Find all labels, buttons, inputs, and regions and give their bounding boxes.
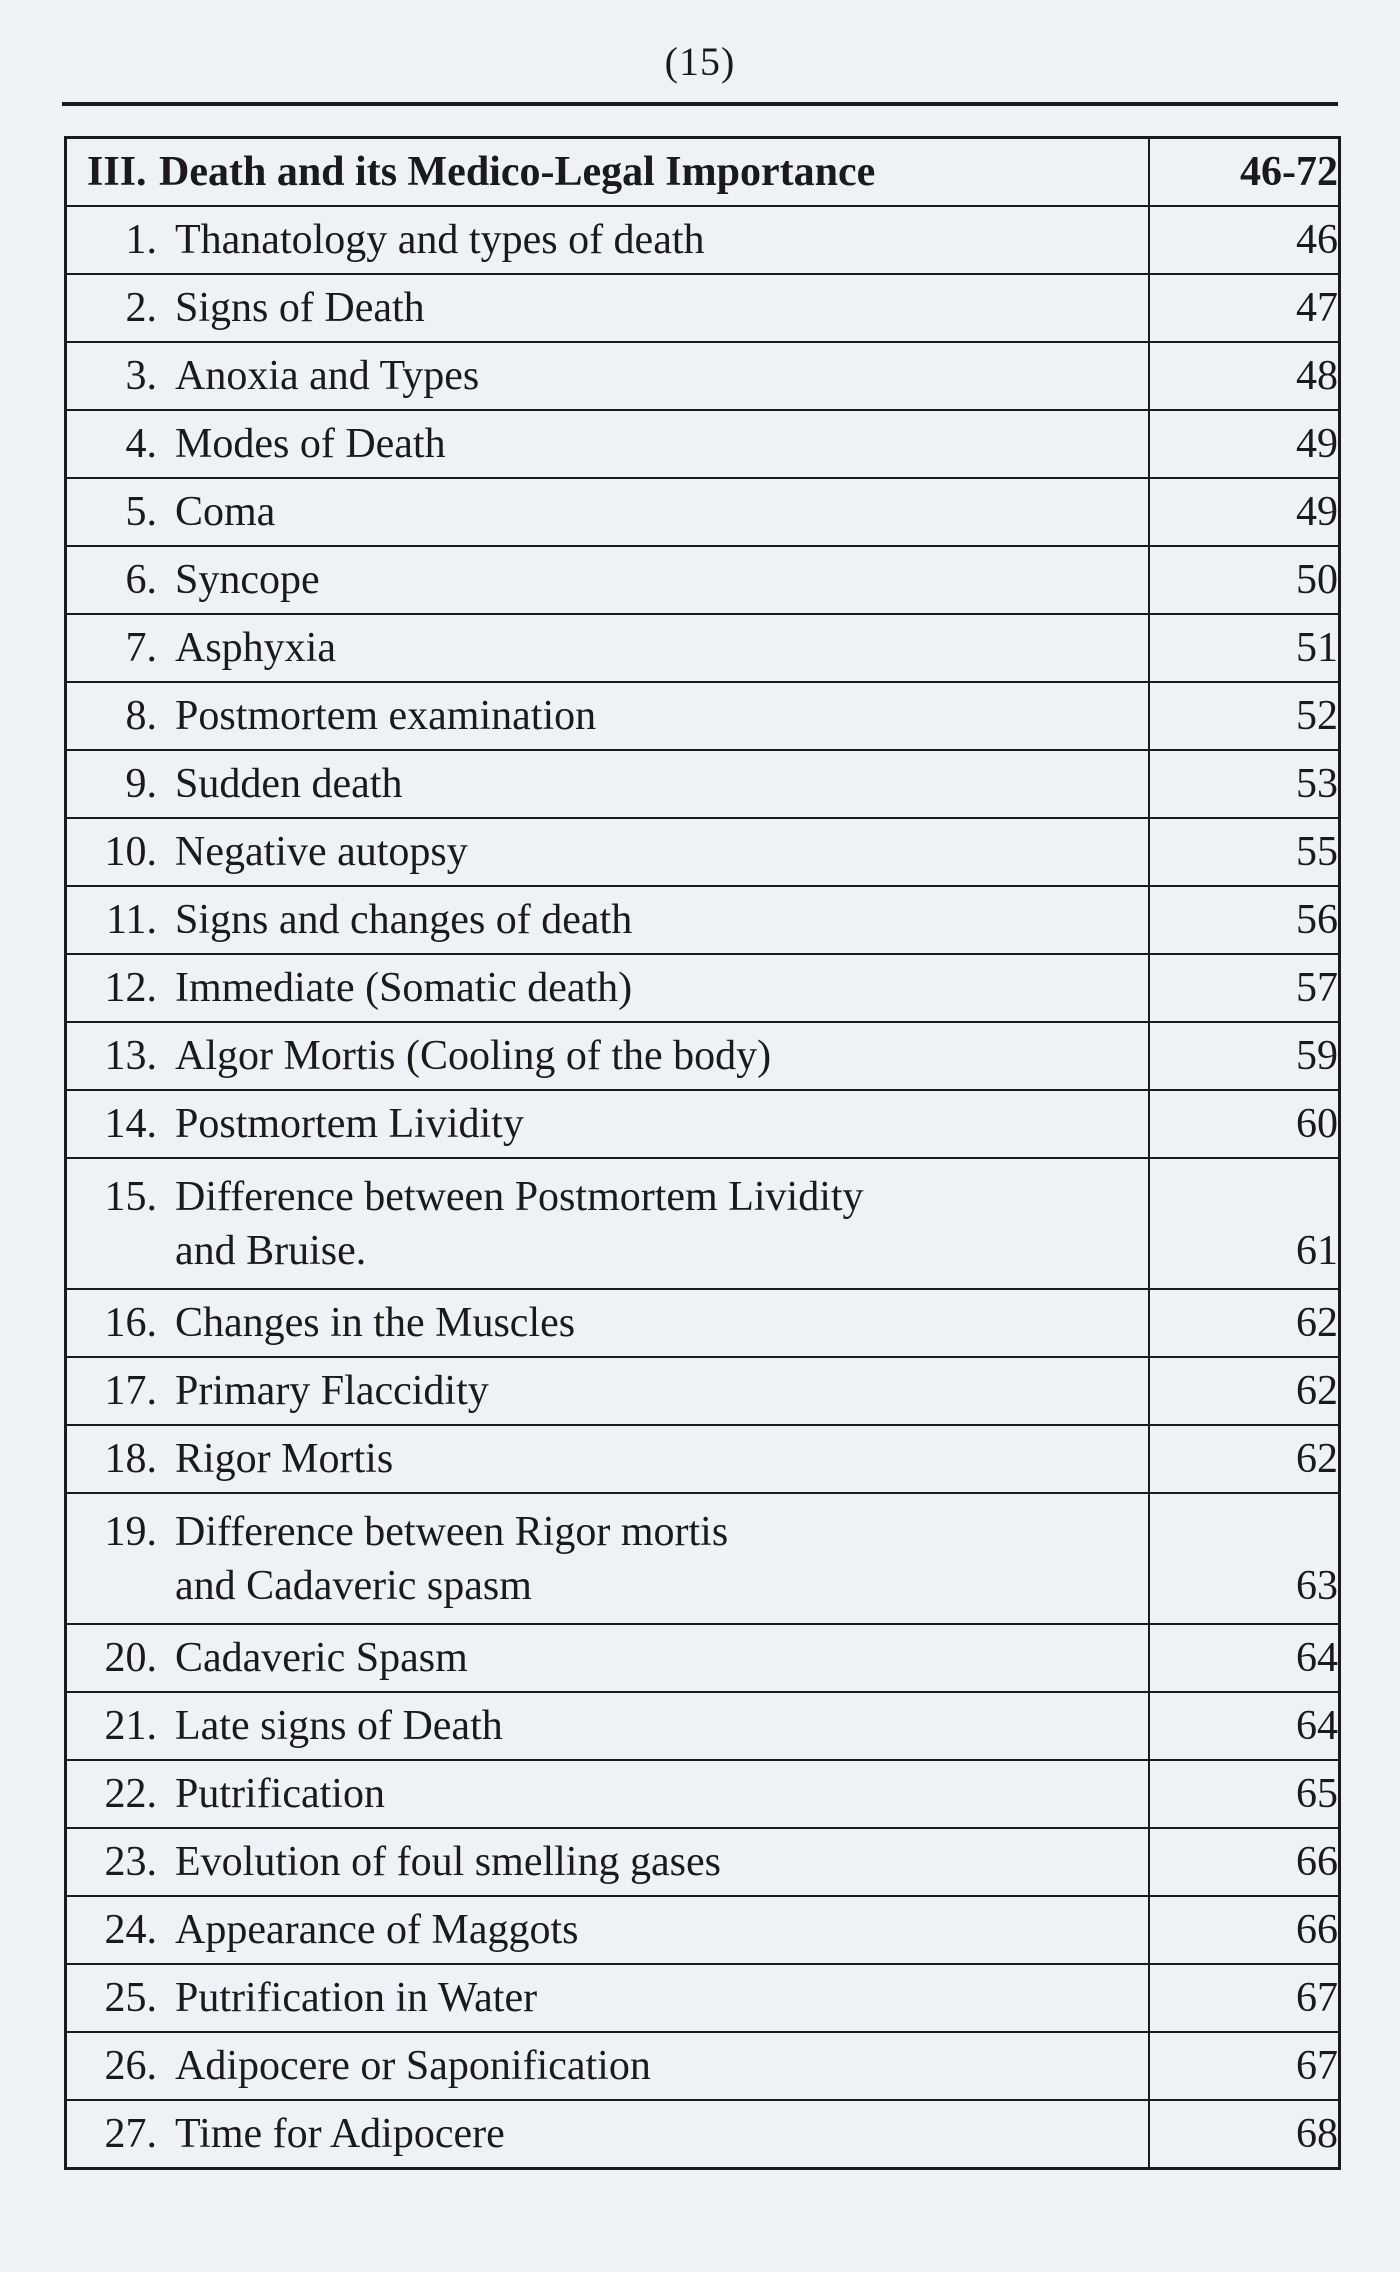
toc-row [66,2100,1340,2169]
entry-title: Rigor Mortis [175,1436,394,1482]
entry-title: Syncope [175,557,320,603]
toc-row [66,546,1340,614]
entry-page: 56 [1149,886,1340,954]
toc-row [66,682,1340,750]
entry-page: 59 [1149,1022,1340,1090]
entry-title: Anoxia and Types [175,353,480,399]
entry-page: 60 [1149,1090,1340,1158]
entry-page: 52 [1149,682,1340,750]
entry-page: 64 [1149,1624,1340,1692]
toc-row [66,1624,1340,1692]
entry-title: Signs of Death [175,285,425,331]
toc-row [66,2032,1340,2100]
entry-title: Appearance of Maggots [175,1907,579,1953]
entry-title: Signs and changes of death [175,897,633,943]
entry-number: 13. [104,1033,157,1079]
toc-row [66,410,1340,478]
toc-row [66,274,1340,342]
toc-row [66,1090,1340,1158]
entry-title: Cadaveric Spasm [175,1635,468,1681]
entry-page: 46 [1149,206,1340,274]
entry-title: Primary Flaccidity [175,1368,489,1414]
entry-number: 11. [106,897,157,943]
entry-page: 66 [1149,1828,1340,1896]
entry-page: 53 [1149,750,1340,818]
entry-page: 64 [1149,1692,1340,1760]
entry-title: Changes in the Muscles [175,1300,576,1346]
entry-title: Putrification in Water [175,1975,538,2021]
toc-row [66,1022,1340,1090]
entry-title: Negative autopsy [175,829,468,875]
toc-row [66,1964,1340,2032]
entry-number: 27. [104,2111,157,2157]
entry-page: 61 [1149,1158,1340,1289]
toc-row [66,886,1340,954]
entry-number: 21. [104,1703,157,1749]
entry-page: 62 [1149,1425,1340,1493]
entry-number: 5. [125,489,157,535]
toc-row [66,1425,1340,1493]
toc-row [66,750,1340,818]
entry-number: 6. [125,557,157,603]
entry-number: 16. [104,1300,157,1346]
toc-row [66,954,1340,1022]
toc-row [66,478,1340,546]
entry-page: 51 [1149,614,1340,682]
toc-row [66,206,1340,274]
entry-page: 62 [1149,1289,1340,1357]
toc-row [66,342,1340,410]
entry-title: Putrification [175,1771,385,1817]
entry-page: 62 [1149,1357,1340,1425]
entry-page: 66 [1149,1896,1340,1964]
entry-title: Evolution of foul smelling gases [175,1839,721,1885]
entry-title: Thanatology and types of death [175,217,705,263]
entry-number: 25. [104,1975,157,2021]
entry-number: 20. [104,1635,157,1681]
entry-title: Postmortem examination [175,693,597,739]
toc-row [66,818,1340,886]
entry-number: 9. [125,761,157,807]
entry-page: 47 [1149,274,1340,342]
toc-row [66,1493,1340,1624]
entry-title: Adipocere or Saponification [175,2043,651,2089]
table-of-contents [64,136,1341,2170]
entry-page: 48 [1149,342,1340,410]
entry-page: 49 [1149,478,1340,546]
entry-number: 2. [125,285,157,331]
entry-number: 8. [125,693,157,739]
entry-number: 19. [104,1508,157,1555]
entry-number: 24. [104,1907,157,1953]
header-rule [62,102,1338,106]
entry-title: Coma [175,489,276,535]
entry-number: 18. [104,1436,157,1482]
entry-number: 23. [104,1839,157,1885]
entry-number: 4. [125,421,157,467]
entry-number: 12. [104,965,157,1011]
entry-page: 67 [1149,1964,1340,2032]
entry-number: 3. [125,353,157,399]
entry-title: Sudden death [175,761,403,807]
toc-row [66,1357,1340,1425]
page-number: (15) [664,39,736,84]
entry-title: Algor Mortis (Cooling of the body) [175,1033,772,1079]
entry-page: 55 [1149,818,1340,886]
entry-title-line2: and Cadaveric spasm [175,1562,532,1609]
toc-row [66,1896,1340,1964]
toc-row [66,1692,1340,1760]
chapter-pages: 46-72 [1149,138,1340,207]
chapter-number: III. [87,149,147,195]
entry-title: Immediate (Somatic death) [175,965,633,1011]
entry-number: 7. [125,625,157,671]
entry-page: 50 [1149,546,1340,614]
toc-row [66,614,1340,682]
entry-title: Time for Adipocere [175,2111,505,2157]
chapter-title-cell [66,138,1149,207]
entry-title: Modes of Death [175,421,446,467]
entry-number: 22. [104,1771,157,1817]
entry-page: 65 [1149,1760,1340,1828]
entry-number: 26. [104,2043,157,2089]
entry-number: 15. [104,1173,157,1220]
toc-row [66,1828,1340,1896]
entry-number: 1. [125,217,157,263]
entry-title: Late signs of Death [175,1703,503,1749]
entry-number: 14. [104,1101,157,1147]
entry-page: 68 [1149,2100,1340,2169]
toc-row [66,1158,1340,1289]
toc-row [66,1760,1340,1828]
entry-title: Asphyxia [175,625,336,671]
entry-page: 57 [1149,954,1340,1022]
entry-title-line2: and Bruise. [175,1227,367,1274]
entry-page: 67 [1149,2032,1340,2100]
chapter-title: Death and its Medico-Legal Importance [159,149,876,195]
entry-title: Difference between Rigor mortis [175,1508,729,1555]
entry-number: 17. [104,1368,157,1414]
entry-page: 63 [1149,1493,1340,1624]
chapter-row [66,138,1340,207]
entry-title: Postmortem Lividity [175,1101,524,1147]
entry-title: Difference between Postmortem Lividity [175,1173,864,1220]
toc-row [66,1289,1340,1357]
entry-number: 10. [104,829,157,875]
entry-page: 49 [1149,410,1340,478]
